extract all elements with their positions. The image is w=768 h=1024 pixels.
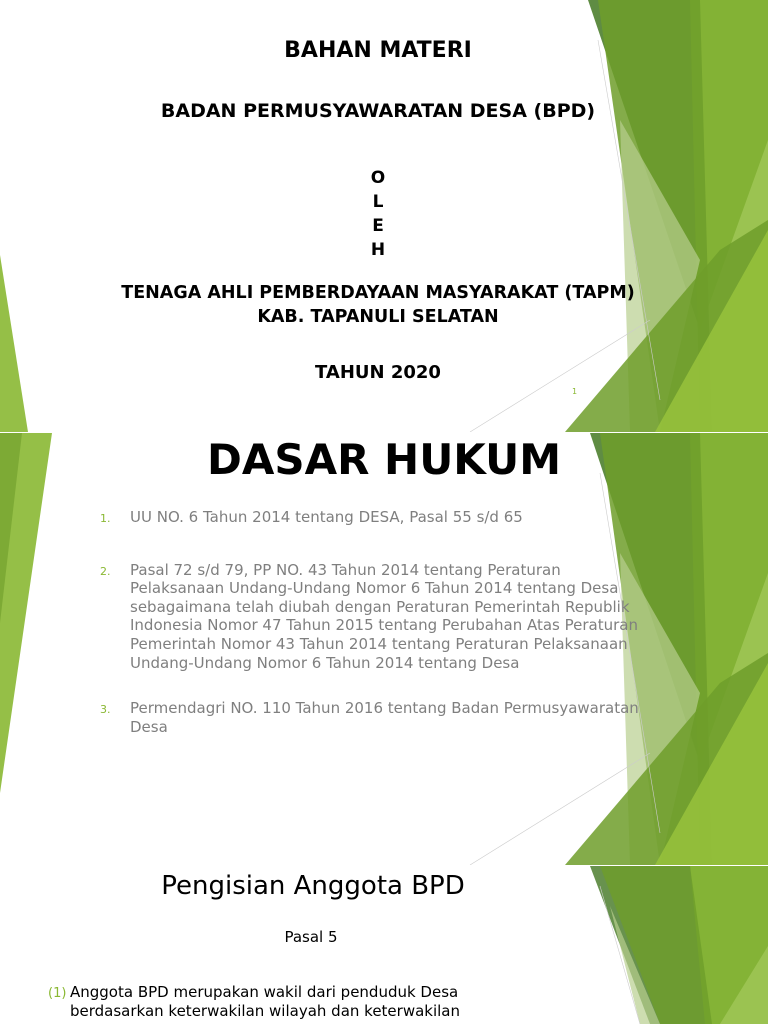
list-number: 2.	[100, 564, 111, 578]
presenter-line: TENAGA AHLI PEMBERDAYAAN MASYARAKAT (TAPM)	[121, 283, 635, 303]
oleh-letter: E	[372, 216, 384, 236]
legal-basis-list	[100, 508, 640, 736]
list-item-text: UU NO. 6 Tahun 2014 tentang DESA, Pasal 55 s/d 65	[130, 508, 523, 526]
list-number: (1)	[48, 986, 67, 1001]
slide-title: Pengisian Anggota BPD	[161, 871, 465, 901]
list-item	[48, 983, 550, 1021]
presenter-block	[0, 281, 756, 329]
list-item-text: Anggota BPD merupakan wakil dari penduduk Desa berdasarkan keterwakilan wilayah dan keterwakilan	[70, 983, 460, 1020]
year-label: TAHUN 2020	[315, 362, 441, 383]
list-number: 1.	[100, 512, 111, 525]
oleh-vertical-text	[0, 166, 756, 262]
list-item	[100, 561, 640, 673]
presenter-line: KAB. TAPANULI SELATAN	[257, 307, 499, 327]
slide-title: BAHAN MATERI	[284, 38, 472, 63]
oleh-letter: O	[370, 168, 386, 188]
title-slide	[0, 0, 768, 432]
oleh-letter: H	[370, 240, 386, 260]
slide-title: DASAR HUKUM	[206, 435, 562, 484]
list-item-text: Permendagri NO. 110 Tahun 2016 tentang Badan Permusyawaratan Desa	[130, 699, 639, 736]
list-item	[100, 699, 640, 736]
list-item	[100, 508, 640, 527]
legal-basis-slide	[0, 433, 768, 865]
list-number: 3.	[100, 703, 111, 717]
bpd-membership-slide	[0, 866, 768, 1024]
pasal-label: Pasal 5	[284, 928, 338, 946]
page-number: 1	[572, 387, 578, 396]
list-item-text: Pasal 72 s/d 79, PP NO. 43 Tahun 2014 tentang Peraturan Pelaksanaan Undang-Undang Nomor 6 Tahun 2014 tentang Desa sebagaimana telah diubah dengan Peraturan Pemerintah Republik Indonesia Nomor 47 Tahun 2015 tentang Perubahan Atas Peraturan Pemerintah Nomor 43 Tahun 2014 tentang Peraturan Pelaksanaan Undang-Undang Nomor 6 Tahun 2014 tentang Desa	[130, 560, 638, 672]
oleh-letter: L	[372, 192, 384, 212]
slide-subtitle: BADAN PERMUSYAWARATAN DESA (BPD)	[160, 100, 596, 122]
